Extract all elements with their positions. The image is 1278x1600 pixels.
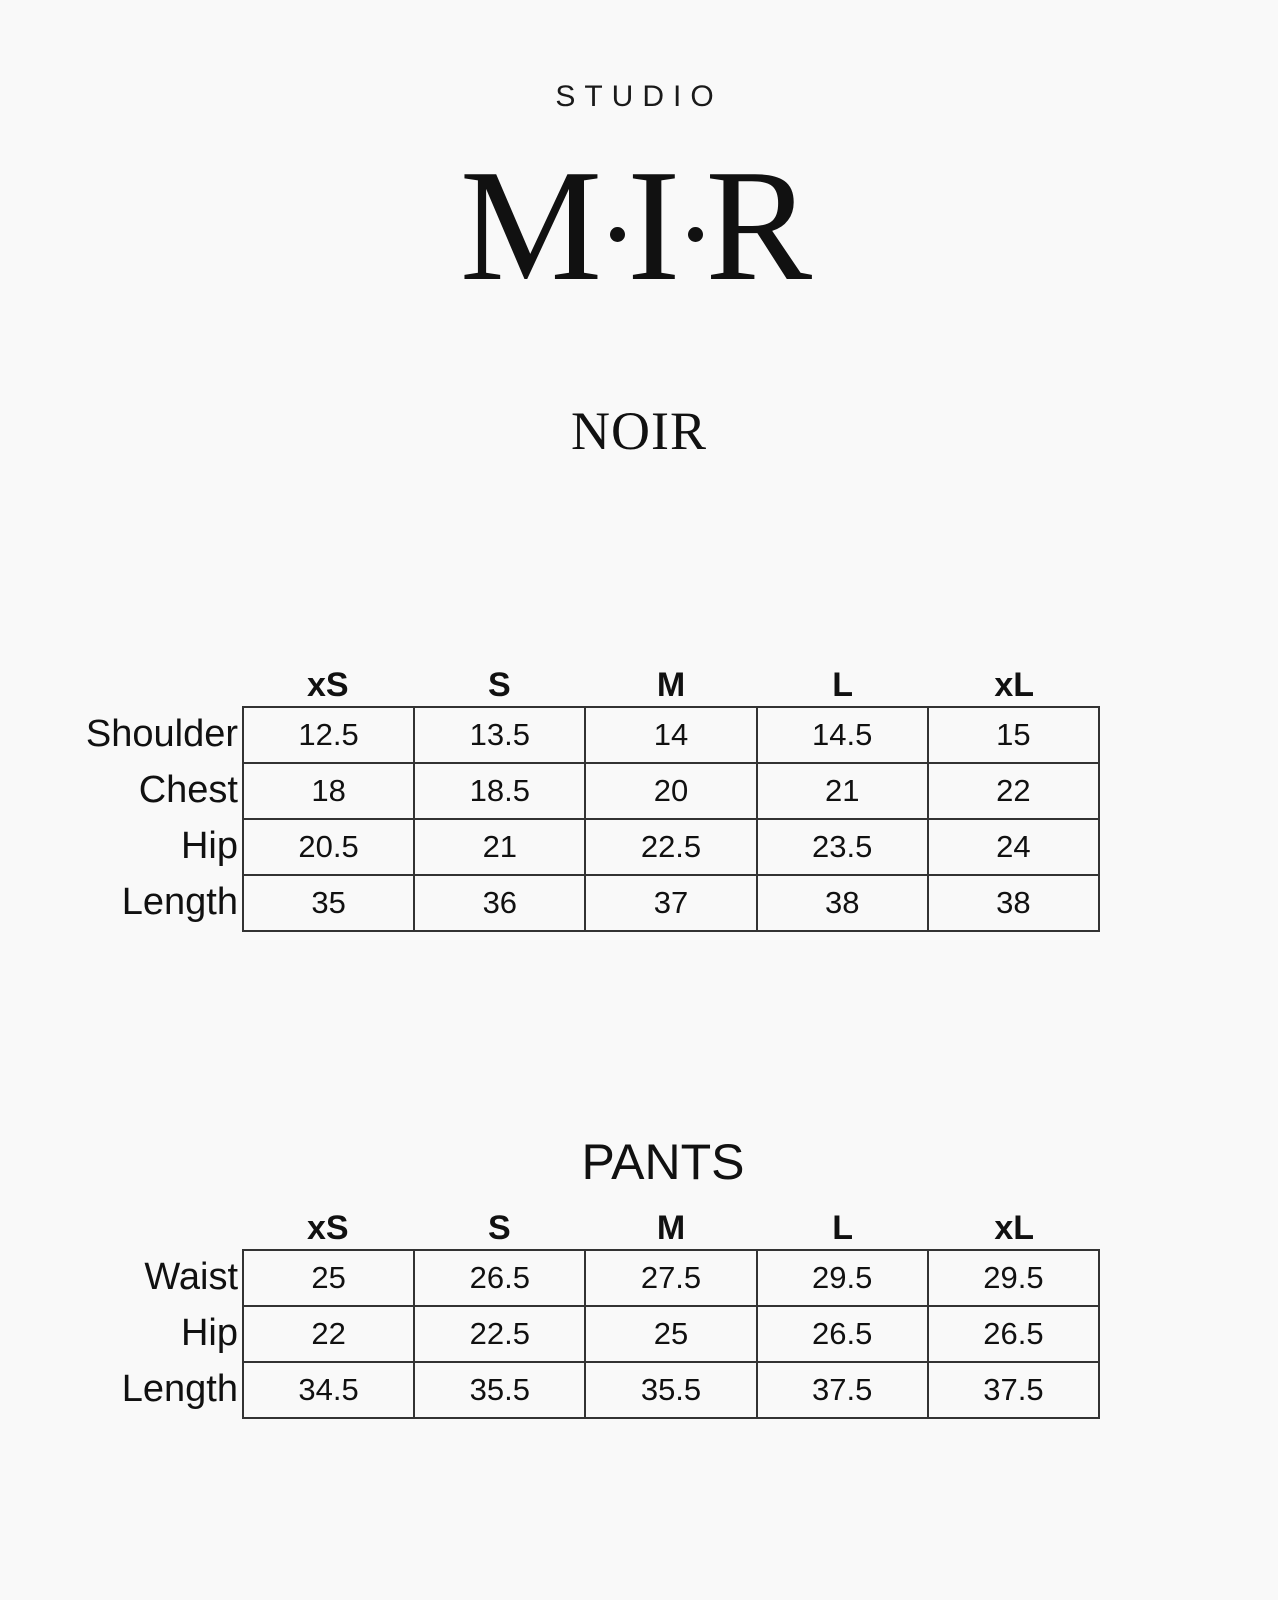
table-row <box>244 1363 1098 1417</box>
table-cell: 12.5 <box>244 708 415 762</box>
table-cell: 14 <box>586 708 757 762</box>
table-cell: 22.5 <box>586 820 757 874</box>
size-header: xL <box>994 1209 1035 1247</box>
table-row <box>244 708 1098 764</box>
table-cell: 38 <box>996 885 1031 920</box>
table-cell: 37.5 <box>983 1372 1044 1407</box>
table-cell: 37.5 <box>758 1363 929 1417</box>
logo-dot-left <box>610 227 625 242</box>
brand-logo <box>0 136 1278 314</box>
table-cell: 22.5 <box>415 1307 586 1361</box>
row-label-length: Length <box>121 1368 238 1410</box>
table-cell: 34.5 <box>244 1363 415 1417</box>
table-cell: 25 <box>244 1251 415 1305</box>
table-cell: 21 <box>415 820 586 874</box>
table-cell: 23.5 <box>758 820 929 874</box>
size-header: xS <box>307 666 349 704</box>
table-row <box>244 1307 1098 1363</box>
size-header: L <box>832 666 853 704</box>
size-header: xL <box>994 666 1035 704</box>
table-cell: 25 <box>586 1307 757 1361</box>
table-cell: 35.5 <box>586 1363 757 1417</box>
table-cell: 26.5 <box>415 1251 586 1305</box>
table-row <box>244 1251 1098 1307</box>
table-row <box>244 876 1098 930</box>
size-header: L <box>832 1209 853 1247</box>
table-cell: 13.5 <box>415 708 586 762</box>
row-label-hip: Hip <box>180 1312 238 1354</box>
row-label-chest: Chest <box>138 769 238 811</box>
row-label-shoulder: Shoulder <box>85 713 238 755</box>
table-cell: 21 <box>758 764 929 818</box>
row-label-waist: Waist <box>144 1256 238 1298</box>
table-cell: 37 <box>586 876 757 930</box>
table-cell: 18 <box>244 764 415 818</box>
tops-size-headers <box>242 665 1100 705</box>
table-cell: 29.5 <box>758 1251 929 1305</box>
size-header: xS <box>307 1209 349 1247</box>
table-row <box>244 764 1098 820</box>
logo-letter-m: M <box>459 136 609 314</box>
pants-title: PANTS <box>581 1134 745 1190</box>
tops-measurement-grid <box>242 706 1100 932</box>
table-cell: 27.5 <box>586 1251 757 1305</box>
size-header: M <box>656 666 686 704</box>
table-cell: 24 <box>996 829 1031 864</box>
size-header: M <box>656 1209 686 1247</box>
table-cell: 22 <box>996 773 1031 808</box>
brand-studio-label: STUDIO <box>555 80 723 113</box>
table-row <box>244 820 1098 876</box>
table-cell: 38 <box>758 876 929 930</box>
table-cell: 36 <box>415 876 586 930</box>
logo-letter-r: R <box>705 136 819 314</box>
table-cell: 14.5 <box>758 708 929 762</box>
row-label-length: Length <box>121 881 238 923</box>
table-cell: 26.5 <box>758 1307 929 1361</box>
table-cell: 20.5 <box>244 820 415 874</box>
table-cell: 22 <box>244 1307 415 1361</box>
row-label-hip: Hip <box>180 825 238 867</box>
table-cell: 29.5 <box>983 1260 1044 1295</box>
table-cell: 35.5 <box>415 1363 586 1417</box>
pants-row-labels <box>0 1249 238 1417</box>
logo-dot-right <box>688 227 703 242</box>
table-cell: 26.5 <box>983 1316 1044 1351</box>
collection-title: NOIR <box>571 401 707 461</box>
size-header: S <box>488 1209 511 1247</box>
pants-size-headers <box>242 1208 1100 1248</box>
table-cell: 15 <box>996 717 1031 752</box>
table-cell: 18.5 <box>415 764 586 818</box>
size-header: S <box>488 666 511 704</box>
tops-row-labels <box>0 706 238 930</box>
table-cell: 35 <box>244 876 415 930</box>
pants-measurement-grid <box>242 1249 1100 1419</box>
table-cell: 20 <box>586 764 757 818</box>
logo-letter-i: I <box>627 136 687 314</box>
